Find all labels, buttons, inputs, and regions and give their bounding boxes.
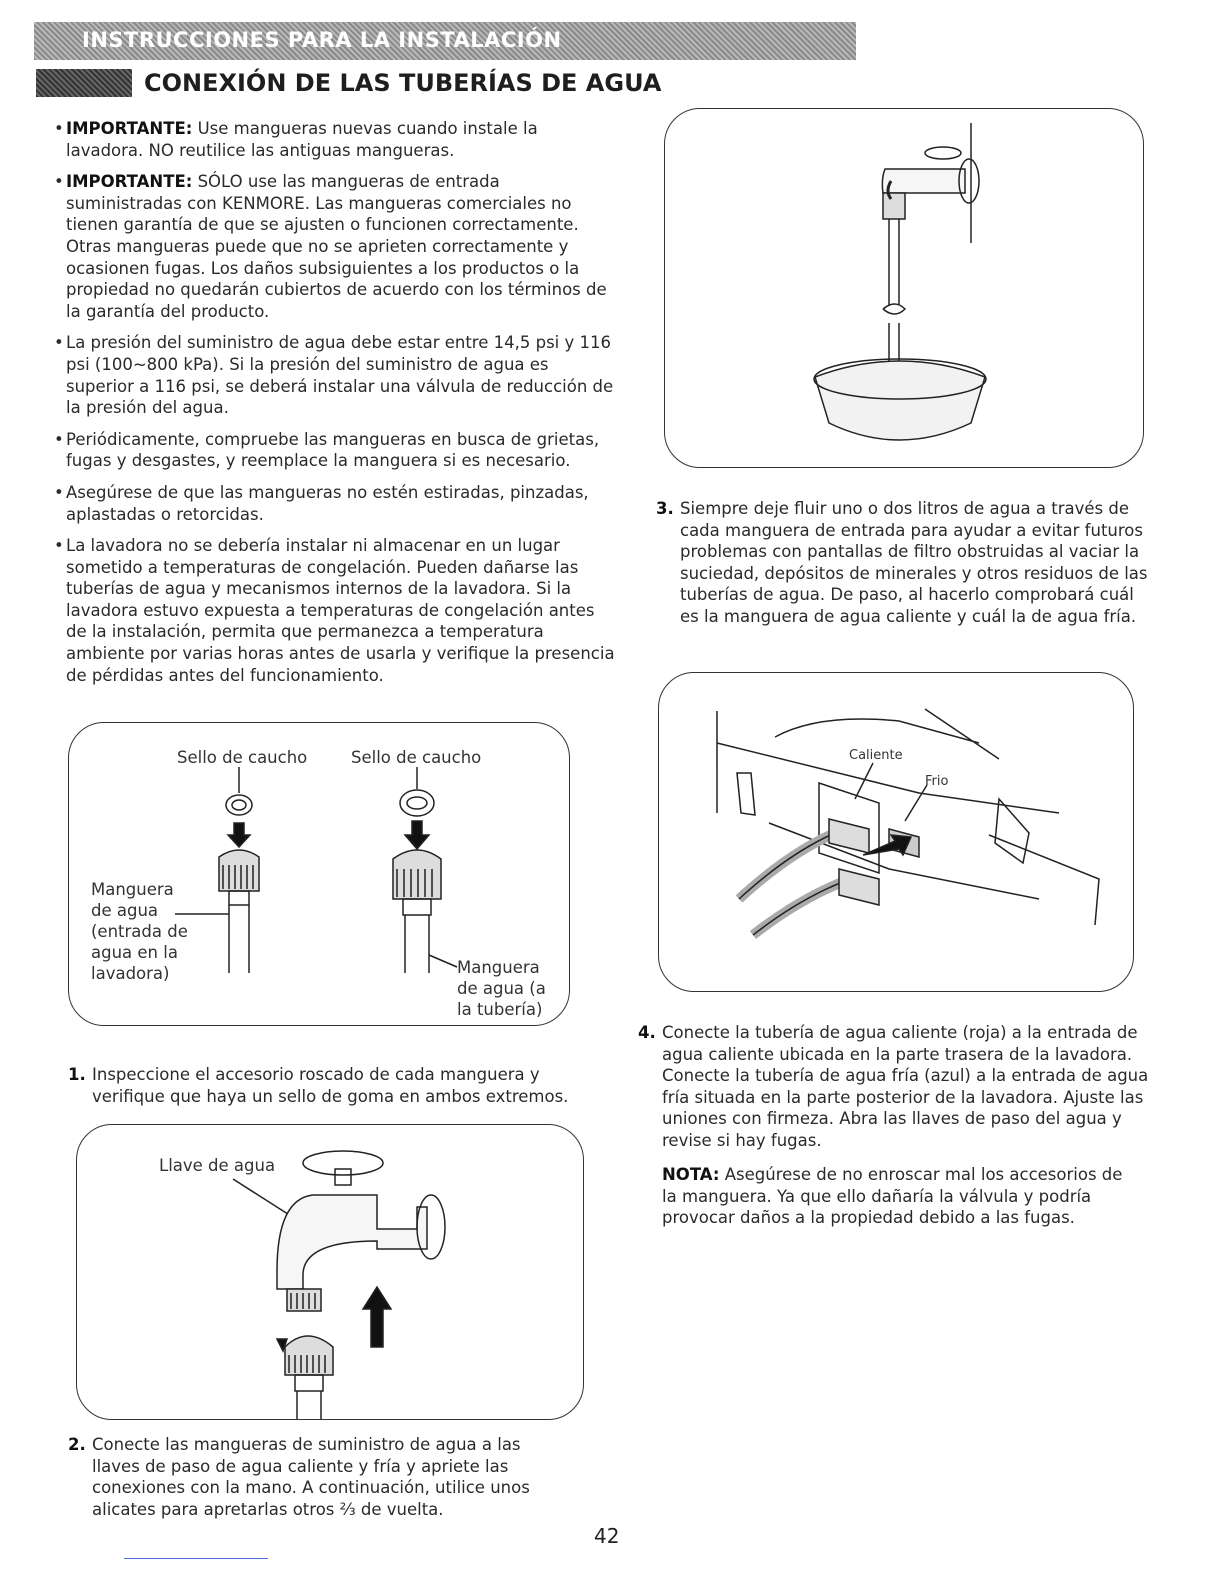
bullet-strong: IMPORTANTE: xyxy=(66,172,193,192)
bullet-text: Asegúrese de que las mangueras no estén estiradas, pinzadas, aplastadas o retorcidas. xyxy=(66,482,589,524)
step-text: Siempre deje fluir uno o dos litros de agua a través de cada manguera de entrada para ayudar a evitar futuros problemas con pantallas de filtro obstruidas al vaciar la suciedad, depósitos de minerales y otros residuos de las tuberías de agua. De paso, al hacerlo comprobará cuál es la manguera de agua caliente y cuál la de agua fría. xyxy=(680,499,1148,626)
note-text: Asegúrese de no enroscar mal los accesorios de la manguera. Ya que ello dañaría la válvula y podría provocar daños a la propiedad debido a las fugas. xyxy=(662,1165,1123,1228)
step-number: 1. xyxy=(68,1065,86,1084)
cold-label: Frio xyxy=(925,774,949,789)
flush-bucket-illustration xyxy=(665,109,1144,468)
figure-hose-seals xyxy=(68,722,570,1026)
banner-text: INSTRUCCIONES PARA LA INSTALACIÓN xyxy=(82,28,562,52)
footer-rule xyxy=(124,1558,268,1559)
bullet-text: SÓLO use las mangueras de entrada suministradas con KENMORE. Las mangueras comerciales no tienen garantía de que se ajusten o funcionen correctamente. Otras mangueras puede que no se aprieten correctamente y ocasionen fugas. Los daños subsiguientes a los productos o la propiedad no quedarán cubiertos de acuerdo con los términos de la garantía del producto. xyxy=(66,172,607,321)
step-number: 3. xyxy=(656,499,674,518)
step-text: Inspeccione el accesorio roscado de cada manguera y verifique que haya un sello de goma en ambos extremos. xyxy=(92,1065,569,1106)
bullet-item xyxy=(56,171,616,322)
step-1 xyxy=(68,1064,592,1107)
bullet-item xyxy=(56,482,616,525)
note-label: NOTA: xyxy=(662,1165,720,1184)
step-2 xyxy=(68,1434,562,1520)
bullet-text: Use mangueras nuevas cuando instale la lavadora. NO reutilice las antiguas mangueras. xyxy=(66,119,538,160)
page-title: CONEXIÓN DE LAS TUBERÍAS DE AGUA xyxy=(144,69,662,97)
section-banner xyxy=(34,22,856,60)
bullet-item xyxy=(56,535,616,686)
hose-washer-label: Manguera de agua (entrada de agua en la lavadora) xyxy=(91,880,188,983)
step-3 xyxy=(656,498,1150,628)
bullet-item xyxy=(56,429,616,472)
note xyxy=(662,1164,1142,1229)
figure-water-tap xyxy=(76,1124,584,1420)
bullet-item xyxy=(56,332,616,418)
seal-label-right: Sello de caucho xyxy=(351,748,482,767)
hot-label: Caliente xyxy=(849,748,903,763)
step-4 xyxy=(638,1022,1166,1152)
tap-label: Llave de agua xyxy=(159,1156,276,1175)
step-number: 2. xyxy=(68,1435,86,1454)
hose-pipe-label: Manguera de agua (a la tubería) xyxy=(457,958,546,1019)
page-number: 42 xyxy=(594,1524,620,1548)
step-text: Conecte las mangueras de suministro de agua a las llaves de paso de agua caliente y fría y apriete las conexiones con la mano. A continuación, utilice unos alicates para apretarlas otros ⅔ de vuelta. xyxy=(92,1435,530,1519)
bullet-text: La presión del suministro de agua debe estar entre 14,5 psi y 116 psi (100~800 kPa). Si la presión del suministro de agua es superior a 116 psi, se deberá instalar una válvula de reducción de la presión del agua. xyxy=(66,333,614,418)
washer-inlets-illustration xyxy=(659,673,1134,992)
bullet-list xyxy=(56,118,616,696)
heading-marker xyxy=(36,69,132,97)
bullet-item xyxy=(56,118,616,161)
bullet-strong: IMPORTANTE: xyxy=(66,119,193,138)
figure-flush-bucket xyxy=(664,108,1144,468)
water-tap-illustration xyxy=(77,1125,584,1420)
step-text: Conecte la tubería de agua caliente (roja) a la entrada de agua caliente ubicada en la parte trasera de la lavadora. Conecte la tubería de agua fría (azul) a la entrada de agua fría situada en la parte posterior de la lavadora. Ajuste las uniones con firmeza. Abra las llaves de paso del agua y revise si hay fugas. xyxy=(662,1023,1149,1150)
figure-washer-inlets xyxy=(658,672,1134,992)
section-heading xyxy=(36,68,661,98)
bullet-text: Periódicamente, compruebe las mangueras en busca de grietas, fugas y desgastes, y reemplace la manguera si es necesario. xyxy=(66,429,600,471)
seal-label-left: Sello de caucho xyxy=(177,748,308,767)
step-number: 4. xyxy=(638,1023,656,1042)
bullet-text: La lavadora no se debería instalar ni almacenar en un lugar sometido a temperaturas de congelación. Pueden dañarse las tuberías de agua y mecanismos internos de la lavadora. Si la lavadora estuvo expuesta a temperaturas de congelación antes de la instalación, permita que permanezca a temperatura ambiente por varias horas antes de usarla y verifique la presencia de pérdidas antes del funcionamiento. xyxy=(66,536,615,685)
